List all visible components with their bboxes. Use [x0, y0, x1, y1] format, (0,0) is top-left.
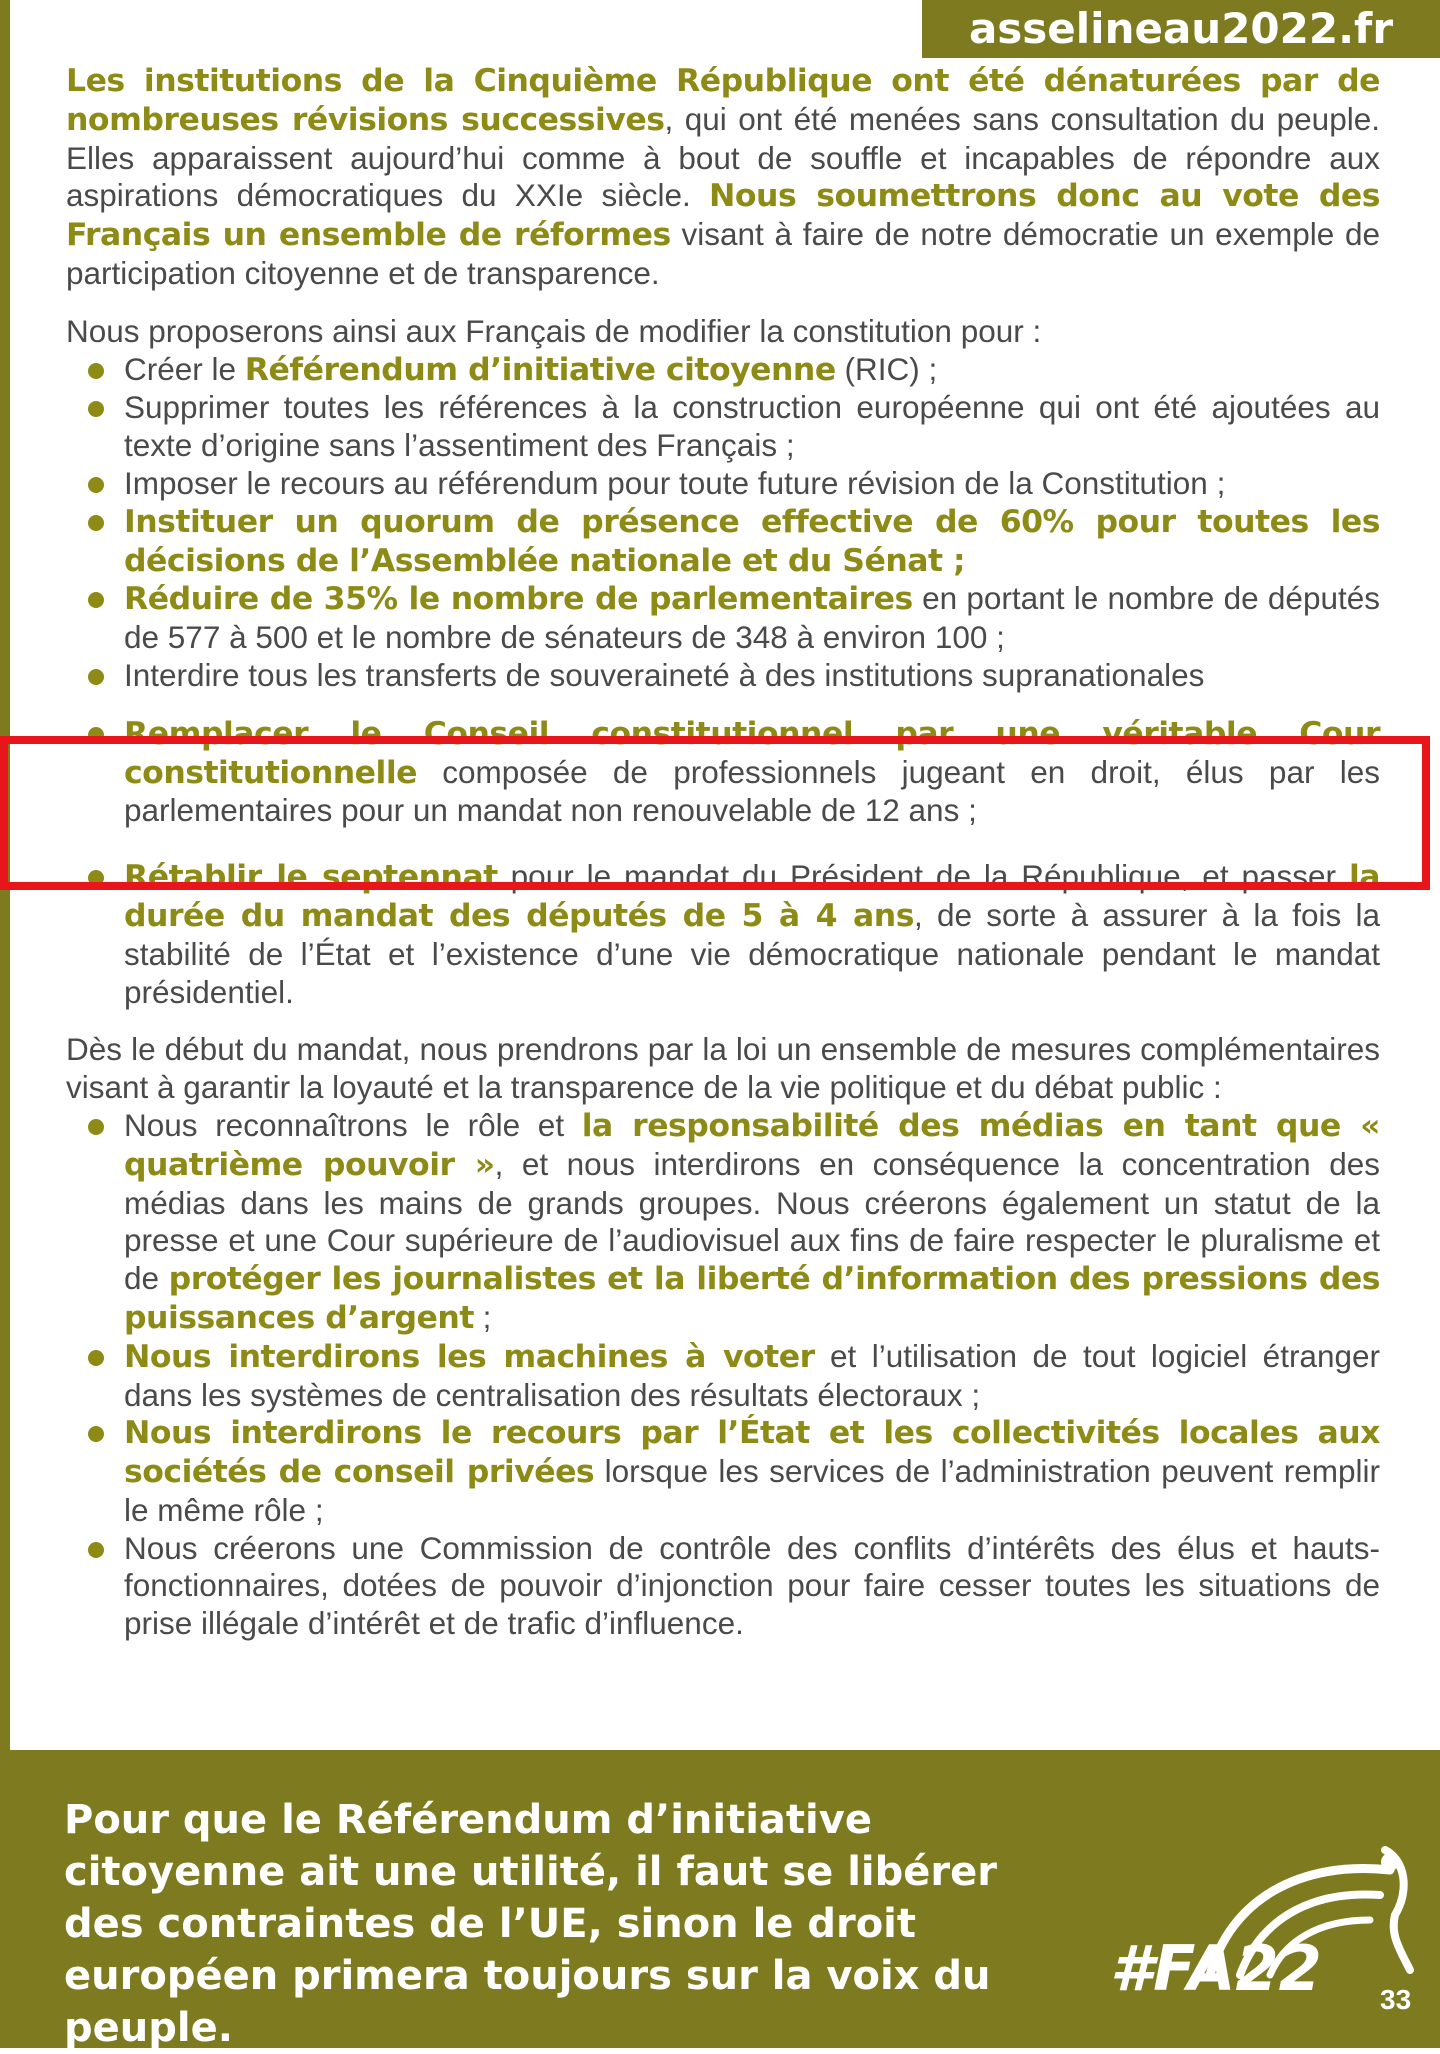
list-item: Interdire tous les transferts de souveraineté à des institutions supranationales	[66, 657, 1380, 695]
list-item: Nous reconnaîtrons le rôle et la responsabilité des médias en tant que « quatrième pouvoir », et nous interdirons en conséquence la concentration des médias dans les mains de grands groupes. Nous créerons également un statut de la presse et une Cour supérieure de l’audiovisuel aux fins de faire respecter le pluralisme et de protéger les journalistes et la liberté d’information des pressions des puissances d’argent ;	[66, 1107, 1380, 1338]
list-item: Nous créerons une Commission de contrôle des conflits d’intérêts des élus et hauts-fonctionnaires, dotées de pouvoir d’injonction pour faire cesser toutes les situations de prise illégale d’intérêt et de trafic d’influence.	[66, 1530, 1380, 1643]
site-url-banner[interactable]: asselineau2022.fr	[922, 0, 1440, 58]
bullet-dot-icon	[88, 515, 104, 531]
bullet-dot-icon	[88, 401, 104, 417]
footer-band	[10, 1750, 1440, 2051]
transparency-list	[66, 1107, 1380, 1643]
bullet-dot-icon	[88, 477, 104, 493]
list-item: Instituer un quorum de présence effective de 60% pour toutes les décisions de l’Assemblée nationale et du Sénat ;	[66, 503, 1380, 581]
constitution-lead: Nous proposerons ainsi aux Français de modifier la constitution pour :	[66, 312, 1042, 349]
intro-text-2: visant à faire de notre démocratie un exemple de participation citoyenne et de transparence.	[66, 216, 1380, 291]
left-accent-bar	[0, 0, 10, 2048]
bullet-dot-icon	[88, 363, 104, 379]
page-number: 33	[1380, 1984, 1412, 2015]
list-item: Rétablir le septennat pour le mandat du Président de la République, et passer la durée du mandat des députés de 5 à 4 ans, de sorte à assurer à la fois la stabilité de l’État et l’existence d’une vie démocratique nationale pendant le mandat présidentiel.	[66, 858, 1380, 1011]
intro-text-1: , qui ont été menées sans consultation du peuple. Elles apparaissent aujourd’hui comme à bout de souffle et incapables de répondre aux aspirations démocratiques du XXIe siècle.	[66, 100, 1380, 214]
bullet-dot-icon	[88, 1350, 104, 1366]
intro-highlight-2: Nous soumettrons donc au vote des Français un ensemble de réformes	[66, 178, 1380, 254]
list-item: Réduire de 35% le nombre de parlementaires en portant le nombre de députés de 577 à 500 et le nombre de sénateurs de 348 à environ 100 ;	[66, 580, 1380, 657]
bullet-dot-icon	[88, 1426, 104, 1442]
list-item: Créer le Référendum d’initiative citoyenne (RIC) ;	[66, 351, 1380, 390]
campaign-hashtag[interactable]: #FA22	[1110, 1932, 1322, 2005]
red-highlight-box	[0, 736, 1430, 890]
list-item: Supprimer toutes les références à la construction européenne qui ont été ajoutées au texte d’origine sans l’assentiment des Français ;	[66, 389, 1380, 465]
list-item: Nous interdirons les machines à voter et l’utilisation de tout logiciel étranger dans les systèmes de centralisation des résultats électoraux ;	[66, 1338, 1380, 1415]
intro-paragraph	[66, 62, 1380, 293]
transparency-lead: Dès le début du mandat, nous prendrons par la loi un ensemble de mesures complémentaires visant à garantir la loyauté et la transparence de la vie politique et du débat public :	[66, 1031, 1380, 1106]
footer-slogan: Pour que le Référendum d’initiative citoyenne ait une utilité, il faut se libérer des contraintes de l’UE, sinon le droit européen primera toujours sur la voix du peuple.	[64, 1797, 997, 2051]
list-item	[66, 695, 1380, 715]
intro-highlight-1: Les institutions de la Cinquième République ont été dénaturées par de nombreuses révisions successives	[66, 63, 1380, 138]
bullet-dot-icon	[88, 669, 104, 685]
bullet-dot-icon	[88, 592, 104, 608]
bullet-dot-icon	[88, 1542, 104, 1558]
bullet-dot-icon	[88, 1119, 104, 1135]
list-item-highlighted: Remplacer le Conseil constitutionnel par une véritable Cour constitutionnelle composée de professionnels jugeant en droit, élus par les parlementaires pour un mandat non renouvelable de 12 ans ;	[66, 715, 1380, 830]
list-item: Imposer le recours au référendum pour toute future révision de la Constitution ;	[66, 465, 1380, 503]
list-item: Nous interdirons le recours par l’État et les collectivités locales aux sociétés de conseil privées lorsque les services de l’administration peuvent remplir le même rôle ;	[66, 1414, 1380, 1529]
constitution-list	[66, 351, 1380, 1012]
